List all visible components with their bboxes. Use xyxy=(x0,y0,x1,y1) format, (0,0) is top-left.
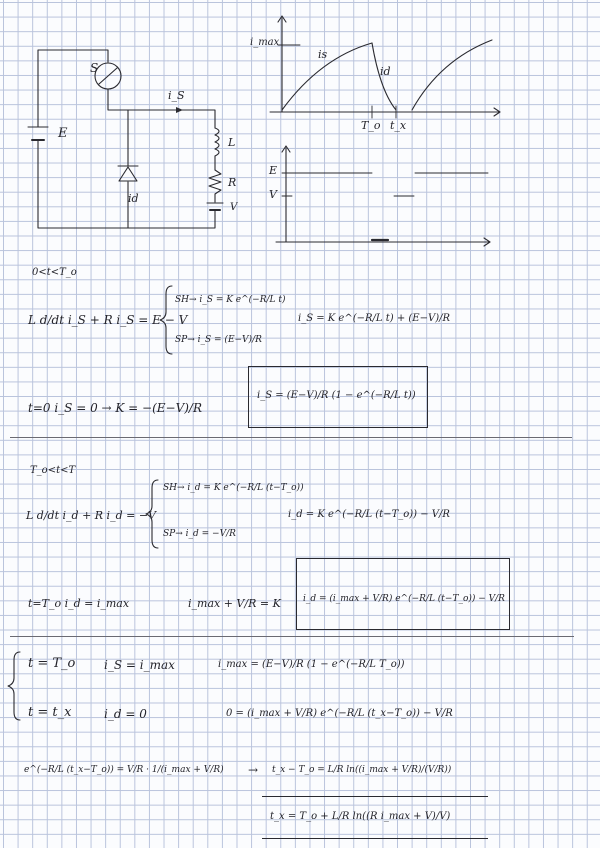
section3-tx-eq: t_x − T_o = L/R ln((i_max + V/R)/(V/R)) xyxy=(272,765,452,775)
section3-imax-eq: i_max = (E−V)/R (1 − e^(−R/L T_o)) xyxy=(218,659,405,670)
section1-general: i_S = K e^(−R/L t) + (E−V)/R xyxy=(298,313,450,324)
section2-ic2: i_max + V/R = K xyxy=(188,597,281,610)
final-underline-bottom xyxy=(262,838,488,839)
inductor-label: L xyxy=(228,136,236,149)
section2-condition: T_o<t<T xyxy=(30,465,76,476)
section2-ode: L d/dt i_d + R i_d = −V xyxy=(26,509,156,522)
section3-zero-eq: 0 = (i_max + V/R) e^(−R/L (t_x−T_o)) − V/R xyxy=(226,708,453,719)
section3-c2: t = t_x xyxy=(28,705,72,720)
source-v-label: V xyxy=(230,202,238,213)
section2-ic1: t=T_o i_d = i_max xyxy=(28,597,130,610)
t0-label: T_o xyxy=(361,119,381,132)
v-level-label: V xyxy=(269,188,277,201)
section2-sh: SH→ i_d = K e^(−R/L (t−T_o)) xyxy=(163,483,304,493)
section1-ode: L d/dt i_S + R i_S = E − V xyxy=(28,313,188,327)
section3-final: t_x = T_o + L/R ln((R i_max + V)/V) xyxy=(270,811,451,822)
section1-sp: SP→ i_S = (E−V)/R xyxy=(175,335,262,345)
current-is-label: i_S xyxy=(168,89,185,102)
e-level-label: E xyxy=(269,164,278,177)
section1-sh: SH→ i_S = K e^(−R/L t) xyxy=(175,295,286,305)
resistor-label: R xyxy=(228,176,237,189)
section3-arrow: → xyxy=(248,763,259,777)
tx-label: t_x xyxy=(390,119,407,132)
section2-general: i_d = K e^(−R/L (t−T_o)) − V/R xyxy=(288,509,450,520)
section3-exp-eq: e^(−R/L (t_x−T_o)) = V/R · 1/(i_max + V/R) xyxy=(24,765,224,775)
is-curve-label: is xyxy=(318,48,328,61)
imax-label: i_max xyxy=(250,37,280,48)
source-e-label: E xyxy=(58,126,68,141)
id-curve-label: id xyxy=(380,65,391,78)
diode-current-label: id xyxy=(128,192,139,205)
section2-sp: SP→ i_d = −V/R xyxy=(163,529,236,539)
section2-boxed: i_d = (i_max + V/R) e^(−R/L (t−T_o)) − V/R xyxy=(303,594,505,604)
final-underline-top xyxy=(262,796,488,797)
section1-boxed: i_S = (E−V)/R (1 − e^(−R/L t)) xyxy=(257,390,416,401)
section3-c2b: i_d = 0 xyxy=(104,707,147,721)
section1-condition: 0<t<T_o xyxy=(32,267,77,278)
section3-c1: t = T_o xyxy=(28,656,76,671)
section1-ic: t=0 i_S = 0 → K = −(E−V)/R xyxy=(28,401,203,415)
switch-label: S xyxy=(90,61,99,75)
section3-c1b: i_S = i_max xyxy=(104,658,175,672)
